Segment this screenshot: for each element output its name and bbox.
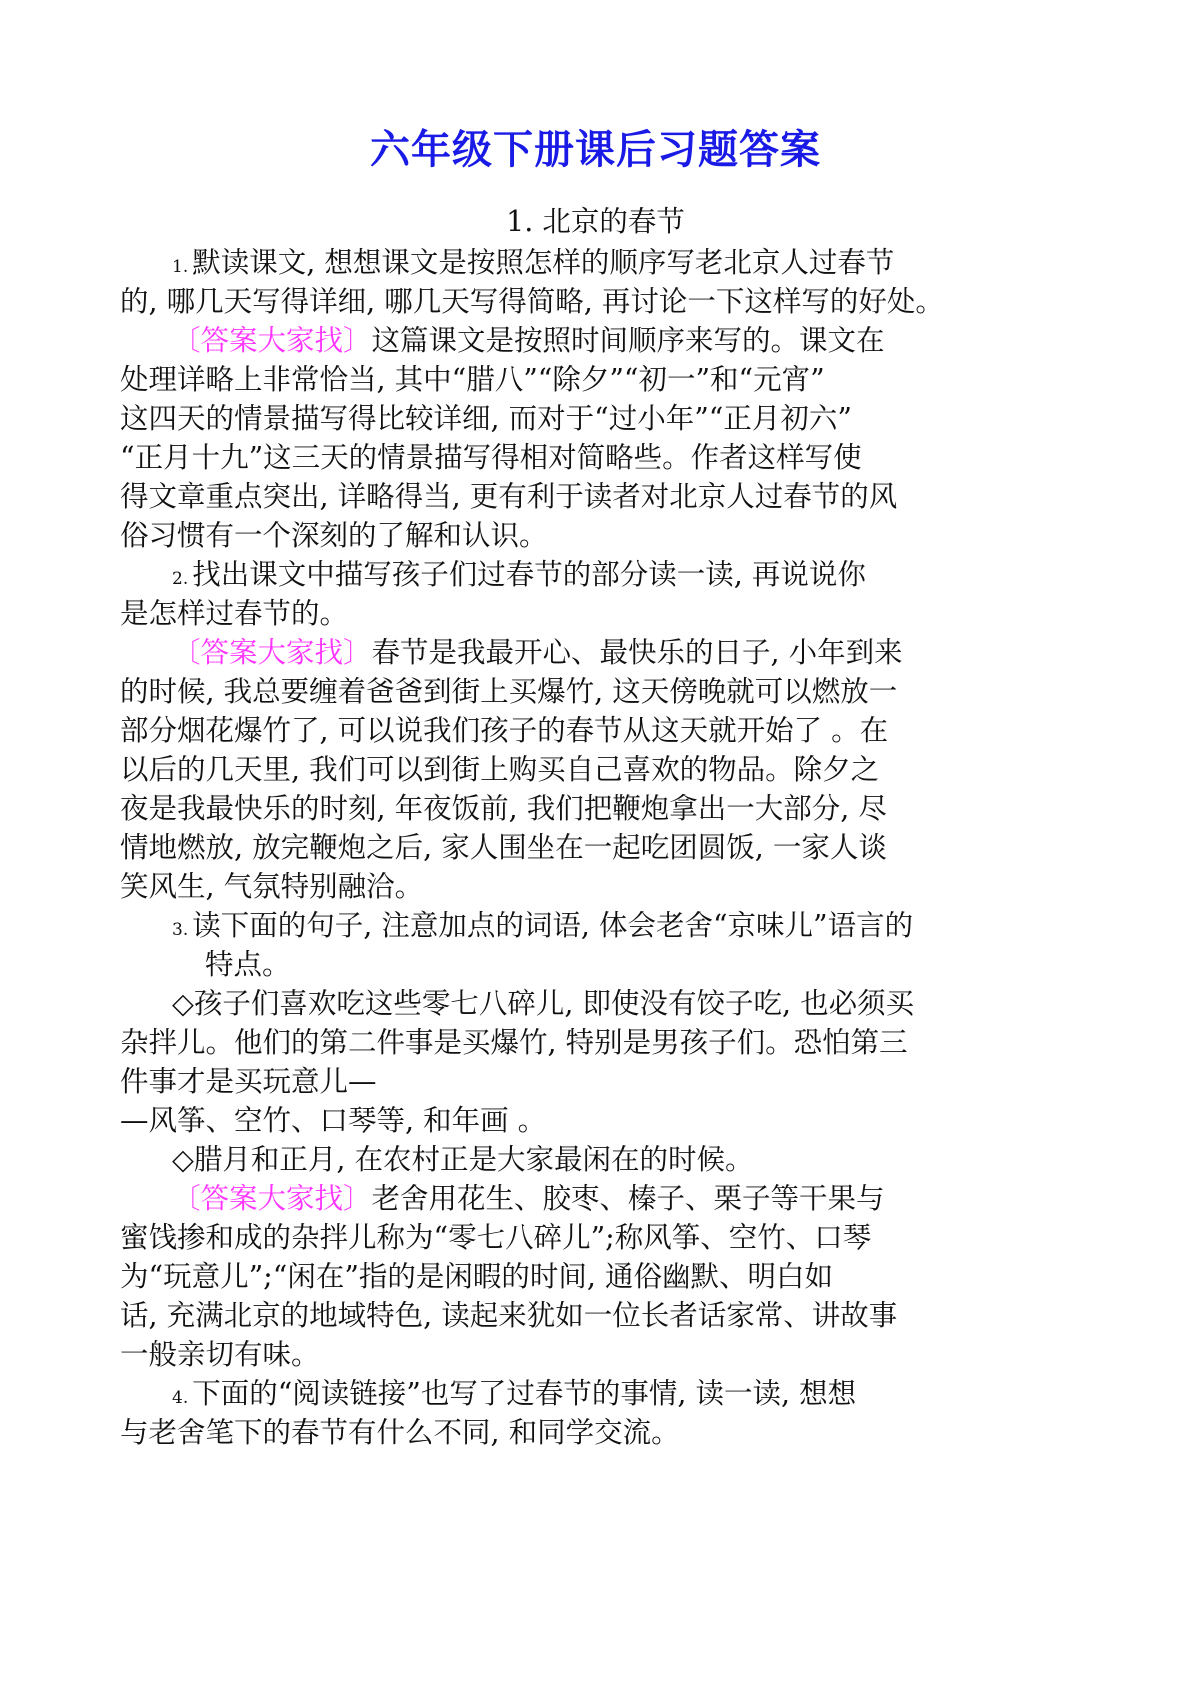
answer-3 <box>172 1182 885 1216</box>
answer-2 <box>172 636 903 670</box>
answer-text: 俗习惯有一个深刻的了解和认识。 <box>120 519 548 552</box>
sentence-text: 杂拌儿。他们的第二件事是买爆竹, 特别是男孩子们。恐怕第三 <box>120 1026 908 1059</box>
answer-label: 〔答案大家找〕 <box>172 636 372 669</box>
question-text: 是怎样过春节的。 <box>120 597 349 630</box>
question-number: 2. <box>172 569 189 589</box>
sentence-text: 腊月和正月, 在农村正是大家最闲在的时候。 <box>193 1143 754 1176</box>
answer-text: 这篇课文是按照时间顺序来写的。课文在 <box>371 324 885 357</box>
answer-text: 情地燃放, 放完鞭炮之后, 家人围坐在一起吃团圆饭, 一家人谈 <box>120 831 887 864</box>
answer-text: 处理详略上非常恰当, 其中“腊八”“除夕”“初一”和“元宵” <box>120 363 825 396</box>
sentence-text: 孩子们喜欢吃这些零七八碎儿, 即使没有饺子吃, 也必须买 <box>193 987 915 1020</box>
lesson-title: 1. 北京的春节 <box>506 205 685 238</box>
question-1 <box>172 246 894 284</box>
question-text: 下面的“阅读链接”也写了过春节的事情, 读一读, 想想 <box>192 1377 857 1410</box>
answer-label: 〔答案大家找〕 <box>172 1182 372 1215</box>
question-text: 的, 哪几天写得详细, 哪几天写得简略, 再讨论一下这样写的好处。 <box>120 285 944 318</box>
diamond-bullet-icon: ◇ <box>172 1143 194 1176</box>
diamond-bullet-icon: ◇ <box>172 987 194 1020</box>
question-number: 3. <box>172 920 189 940</box>
answer-text: 话, 充满北京的地域特色, 读起来犹如一位长者话家常、讲故事 <box>120 1299 898 1332</box>
document-title: 六年级下册课后习题答案 <box>370 127 821 173</box>
answer-text: 为“玩意儿”;“闲在”指的是闲暇的时间, 通俗幽默、明白如 <box>120 1260 834 1293</box>
answer-text: “正月十九”这三天的情景描写得相对简略些。作者这样写使 <box>120 441 862 474</box>
sentence-2 <box>172 1143 754 1177</box>
answer-text: 部分烟花爆竹了, 可以说我们孩子的春节从这天就开始了 。在 <box>120 714 889 747</box>
question-4 <box>172 1377 856 1415</box>
answer-text: 的时候, 我总要缠着爸爸到街上买爆竹, 这天傍晚就可以燃放一 <box>120 675 898 708</box>
question-2 <box>172 558 866 596</box>
answer-text: 老舍用花生、胶枣、榛子、栗子等干果与 <box>371 1182 885 1215</box>
question-text: 找出课文中描写孩子们过春节的部分读一读, 再说说你 <box>192 558 866 591</box>
sentence-text: —风筝、空竹、口琴等, 和年画 。 <box>120 1104 547 1137</box>
answer-label: 〔答案大家找〕 <box>172 324 372 357</box>
answer-text: 以后的几天里, 我们可以到街上购买自己喜欢的物品。除夕之 <box>120 753 880 786</box>
answer-1 <box>172 324 885 358</box>
question-text: 读下面的句子, 注意加点的词语, 体会老舍“京味儿”语言的 <box>192 909 914 942</box>
question-text: 默读课文, 想想课文是按照怎样的顺序写老北京人过春节 <box>192 246 895 279</box>
sentence-text: 件事才是买玩意儿— <box>120 1065 377 1098</box>
question-text: 与老舍笔下的春节有什么不同, 和同学交流。 <box>120 1416 680 1449</box>
answer-text: 蜜饯掺和成的杂拌儿称为“零七八碎儿”;称风筝、空竹、口琴 <box>120 1221 872 1254</box>
question-3 <box>172 909 913 947</box>
sentence-1 <box>172 987 914 1021</box>
answer-text: 夜是我最快乐的时刻, 年夜饭前, 我们把鞭炮拿出一大部分, 尽 <box>120 792 887 825</box>
question-text: 特点。 <box>205 948 291 981</box>
answer-text: 笑风生, 气氛特别融洽。 <box>120 870 424 903</box>
answer-text: 得文章重点突出, 详略得当, 更有利于读者对北京人过春节的风 <box>120 480 898 513</box>
answer-text: 这四天的情景描写得比较详细, 而对于“过小年”“正月初六” <box>120 402 852 435</box>
answer-text: 春节是我最开心、最快乐的日子, 小年到来 <box>371 636 903 669</box>
question-number: 4. <box>172 1388 189 1408</box>
question-number: 1. <box>172 257 189 277</box>
answer-text: 一般亲切有味。 <box>120 1338 320 1371</box>
